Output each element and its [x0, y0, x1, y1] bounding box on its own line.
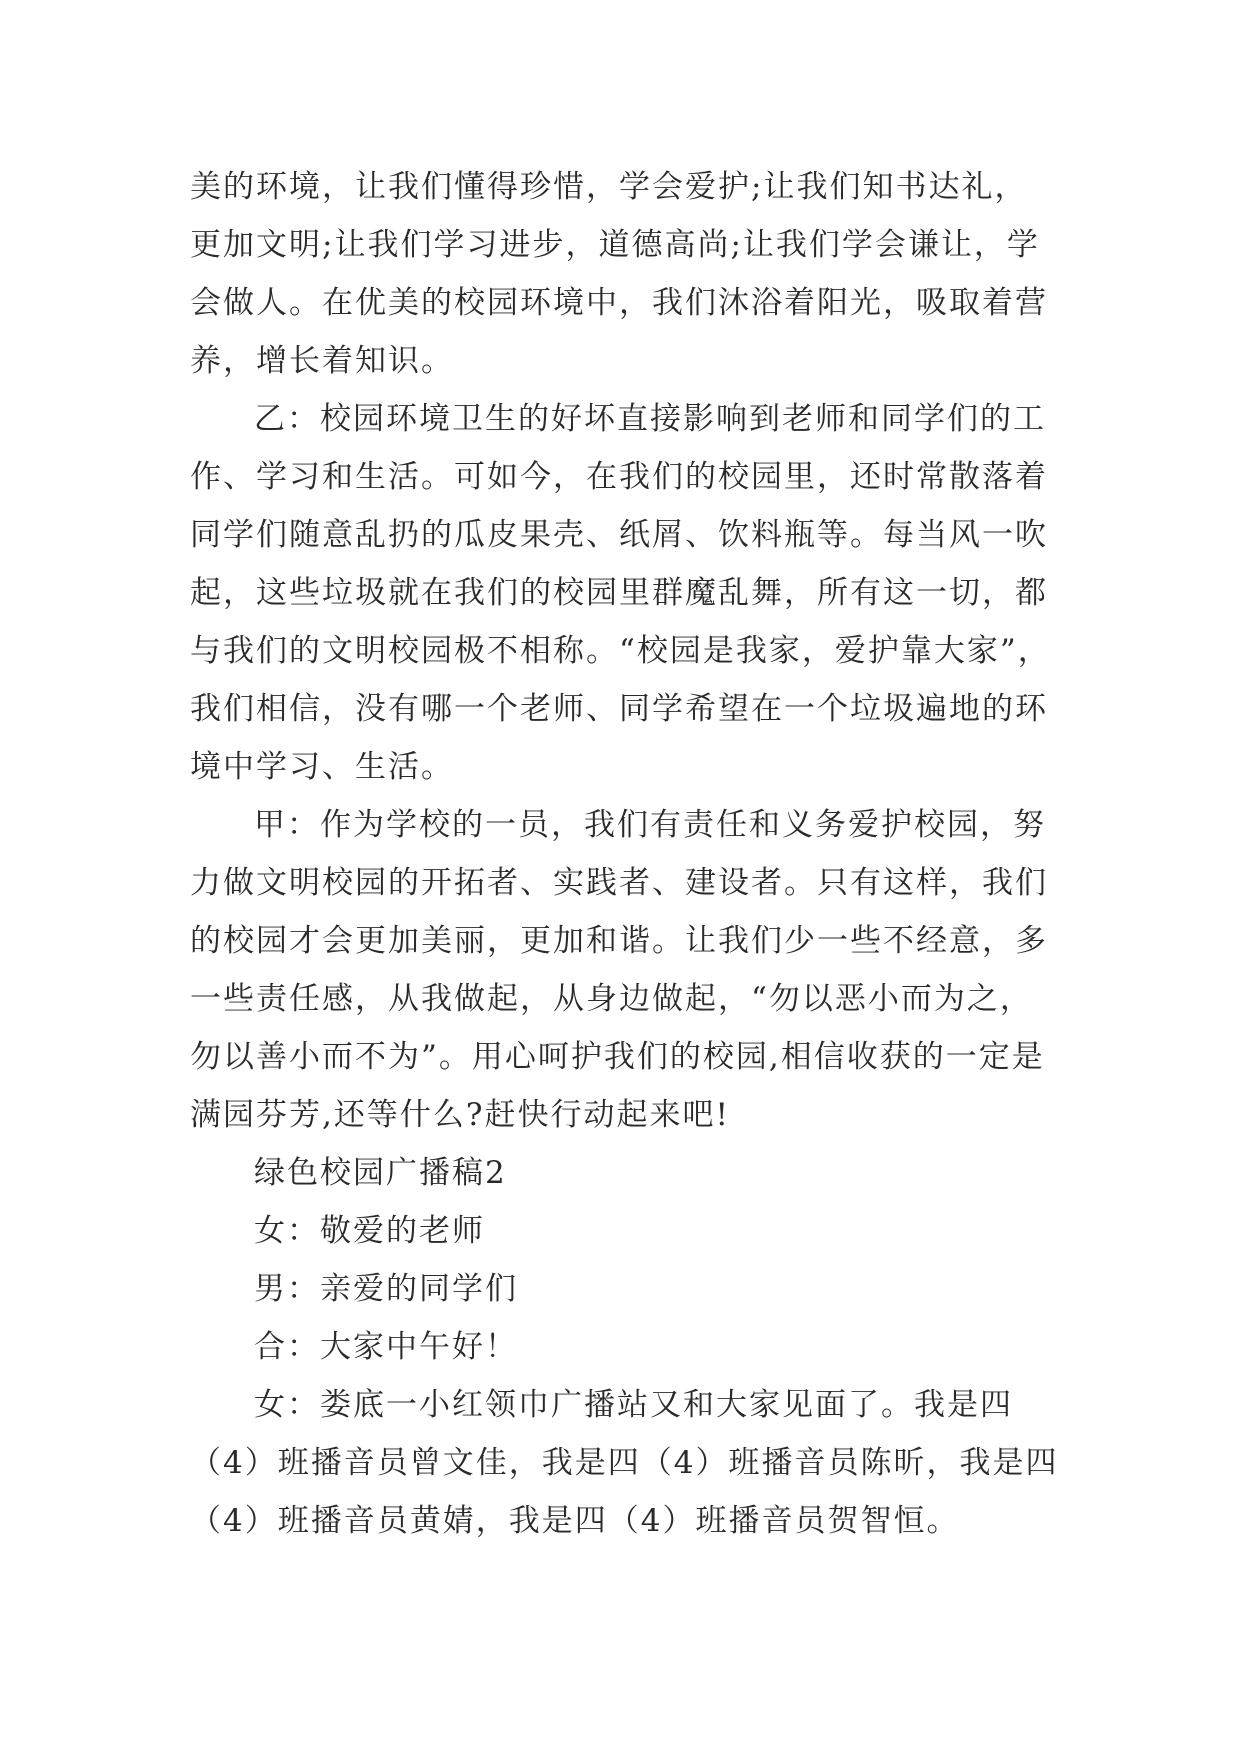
paragraph-start-line: 乙：校园环境卫生的好坏直接影响到老师和同学们的工 [254, 401, 1046, 437]
text-line: 更加文明;让我们学习进步，道德高尚;让我们学会谦让，学 [190, 227, 1040, 263]
text-line: （4）班播音员曾文佳，我是四（4）班播音员陈昕，我是四 [190, 1445, 1059, 1481]
text-line: 境中学习、生活。 [190, 749, 454, 785]
text-line: 美的环境，让我们懂得珍惜，学会爱护;让我们知书达礼， [190, 169, 1028, 205]
paragraph-start-line: 女：娄底一小红领巾广播站又和大家见面了。我是四 [254, 1387, 1013, 1423]
text-line: 勿以善小而不为”。用心呵护我们的校园,相信收获的一定是 [190, 1039, 1045, 1075]
dialogue-line: 男：亲爱的同学们 [254, 1271, 518, 1307]
text-line: （4）班播音员黄婧，我是四（4）班播音员贺智恒。 [190, 1503, 960, 1539]
text-line: 养，增长着知识。 [190, 343, 454, 379]
text-line: 起，这些垃圾就在我们的校园里群魔乱舞，所有这一切，都 [190, 575, 1048, 611]
text-line: 一些责任感，从我做起，从身边做起，“勿以恶小而为之， [190, 981, 1033, 1017]
text-line: 满园芬芳,还等什么?赶快行动起来吧! [190, 1097, 730, 1133]
text-line: 作、学习和生活。可如今，在我们的校园里，还时常散落着 [190, 459, 1048, 495]
text-line: 的校园才会更加美丽，更加和谐。让我们少一些不经意，多 [190, 923, 1048, 959]
document-body [190, 158, 1060, 1550]
text-line: 会做人。在优美的校园环境中，我们沐浴着阳光，吸取着营 [190, 285, 1048, 321]
paragraph-start-line: 甲：作为学校的一员，我们有责任和义务爱护校园，努 [254, 807, 1046, 843]
text-line: 力做文明校园的开拓者、实践者、建设者。只有这样，我们 [190, 865, 1048, 901]
text-line: 与我们的文明校园极不相称。“校园是我家，爱护靠大家”， [190, 633, 1051, 669]
dialogue-line: 合：大家中午好！ [254, 1329, 518, 1365]
text-line: 我们相信，没有哪一个老师、同学希望在一个垃圾遍地的环 [190, 691, 1048, 727]
dialogue-line: 女：敬爱的老师 [254, 1213, 485, 1249]
section-heading: 绿色校园广播稿2 [254, 1155, 507, 1191]
text-line: 同学们随意乱扔的瓜皮果壳、纸屑、饮料瓶等。每当风一吹 [190, 517, 1048, 553]
